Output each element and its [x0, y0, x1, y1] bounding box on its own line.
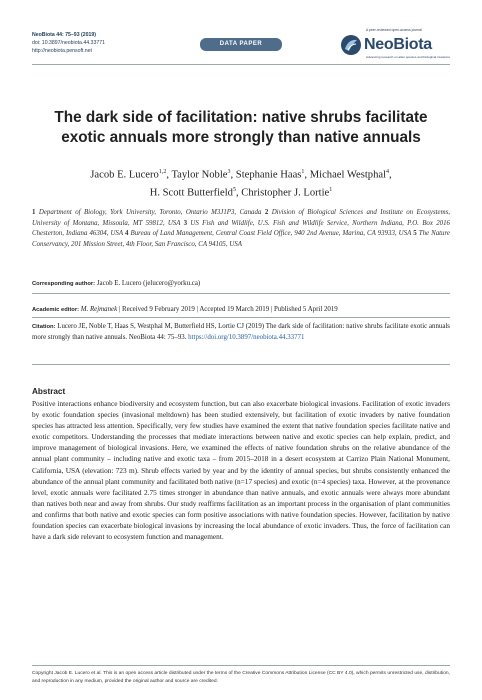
author-name: Michael Westphal	[309, 169, 387, 181]
corresponding-value[interactable]: Jacob E. Lucero (jelucero@yorku.ca)	[96, 280, 201, 287]
citation-label: Citation:	[32, 324, 56, 330]
journal-issue-line: NeoBiota 44: 75–93 (2019)	[32, 32, 97, 38]
author-name: Taylor Noble	[171, 169, 228, 181]
article-dates: Academic editor: M. Rejmanek | Received 9 February 2019 | Accepted 19 March 2019 | Published 5 April 2019	[32, 306, 338, 313]
article-title	[40, 108, 442, 148]
affiliation-text: Bureau of Land Management, Central Coast Field Office, 940 2nd Avenue, Marina, CA 93933, USA	[130, 230, 412, 238]
title-line-2: exotic annuals more strongly than native annuals	[61, 129, 421, 146]
author-list	[60, 165, 422, 200]
author-affil-sup: 1	[329, 186, 333, 193]
header-divider	[32, 64, 450, 65]
author-separator: ,	[389, 169, 392, 181]
journal-url[interactable]: http://neobiota.pensoft.net	[32, 48, 92, 54]
received-date: Received 9 February 2019	[121, 306, 195, 313]
journal-logo-subtitle: Advancing research on alien species and biological invasions	[366, 55, 450, 59]
doi-line[interactable]: doi: 10.3897/neobiota.44.33771	[32, 40, 105, 46]
citation-text: Lucero JE, Noble T, Haas S, Westphal M, Butterfield HS, Lortie CJ (2019) The dark side of facilitation: native shrubs facilitate exotic annuals more strongly than native annuals. NeoBiota 44: 75–93.	[32, 323, 450, 341]
title-line-1: The dark side of facilitation: native shrubs facilitate	[54, 109, 428, 126]
article-type-badge: DATA PAPER	[200, 38, 282, 51]
author-affil-sup: 5	[232, 186, 236, 193]
affiliation-number: 4	[125, 230, 129, 238]
corresponding-divider	[32, 293, 450, 294]
accepted-date: Accepted 19 March 2019	[199, 306, 270, 313]
abstract-text: Positive interactions enhance biodiversity and ecosystem function, but can also exacerbate biological invasions. Facilitation of exotic invaders by exotic foundation species (invasional meltdown) has been studied extensively, but facilitation of exotic invaders by native foundation species has attracted less attention. Specifically, very few studies have examined the extent that native foundation species facilitate native and exotic competitors. Understanding the processes that mediate interactions between native and exotic species can help explain, predict, and improve management of biological invasions. Here, we examined the effects of native foundation shrubs on the relative abundance of the annual plant community – including native and exotic taxa – from 2015–2018 in a desert ecosystem at Carrizo Plain National Monument, California, USA (elevation: 723 m). Shrub effects varied by year and by the identity of annual species, but shrubs consistently enhanced the abundance of the annual plant community and facilitated both native (n=17 species) and exotic (n=4 species) taxa. However, at the provenance level, exotic annuals were facilitated 2.75 times stronger in abundance than native annuals, and exotic annuals were always more abundant than natives both near and away from shrubs. Our study reaffirms facilitation as an important process in the organisation of plant communities and confirms that both native and exotic species can form positive associations with native foundation species. However, facilitation by native foundation species can exacerbate biological invasions by increasing the local abundance of exotic invaders. Thus, the force of facilitation can have a dark side relevant to ecosystem function and management.	[32, 399, 450, 542]
copyright-footer: Copyright Jacob E. Lucero et al. This is an open access article distributed under the terms of the Creative Commons Attribution License (CC BY 4.0), which permits unrestricted use, distribution, and reproduction in any medium, provided the original author and source are credited.	[32, 671, 450, 684]
author-affil-sup: 4	[386, 169, 390, 175]
corresponding-label: Corresponding author:	[32, 281, 96, 287]
author-affil-sup: 1	[301, 169, 305, 175]
editor-value: M. Rejmanek	[80, 306, 118, 313]
citation-doi-link[interactable]: https://doi.org/10.3897/neobiota.44.33771	[188, 333, 305, 341]
dates-divider	[32, 317, 450, 318]
affiliation-text: Department of Biology, York University, Toronto, Ontario M3J1P3, Canada	[38, 209, 262, 216]
affiliations	[32, 208, 450, 250]
author-name: H. Scott Butterfield	[149, 187, 233, 199]
author-name: Christopher J. Lortie	[241, 187, 330, 199]
editor-label: Academic editor:	[32, 307, 80, 313]
author-separator: ,	[230, 169, 236, 181]
affiliation-text: Division of Biological Sciences and Institute on Ecosystems, University of Montana, Missoula, MT 59812, USA	[32, 209, 450, 227]
author-separator: ,	[304, 169, 310, 181]
citation-divider	[32, 364, 450, 365]
abstract-heading: Abstract	[32, 387, 66, 396]
footer-divider	[32, 665, 450, 666]
citation-block	[32, 322, 450, 343]
author-affil-sup: 3	[227, 169, 231, 175]
affiliation-number: 2	[264, 209, 269, 216]
affiliation-number: 3	[183, 219, 188, 227]
neobiota-logo-icon	[340, 34, 362, 56]
corresponding-author	[32, 279, 450, 289]
author-name: Jacob E. Lucero	[90, 169, 159, 181]
affiliation-text: The Nature Conservancy, 201 Mission Street, 4th Floor, San Francisco, CA 94105, USA	[32, 230, 450, 248]
published-date: Published 5 April 2019	[274, 306, 338, 313]
author-affil-sup: 1,2	[158, 169, 167, 175]
affiliation-text: US Fish and Wildlife, U.S. Fish and Wildlife Service, Northern Indiana, P.O. Box 2016 Chesterton, Indiana 46304, USA	[32, 219, 450, 238]
author-separator: ,	[166, 169, 172, 181]
author-name: Stephanie Haas	[235, 169, 302, 181]
journal-header-info	[32, 31, 105, 55]
journal-tagline: A peer-reviewed open-access journal	[366, 28, 422, 32]
journal-logo-block	[340, 28, 460, 59]
affiliation-number: 5	[413, 230, 417, 238]
author-separator: ,	[235, 187, 242, 199]
affiliation-number: 1	[32, 209, 36, 216]
journal-logo-name: NeoBiota	[364, 36, 432, 53]
